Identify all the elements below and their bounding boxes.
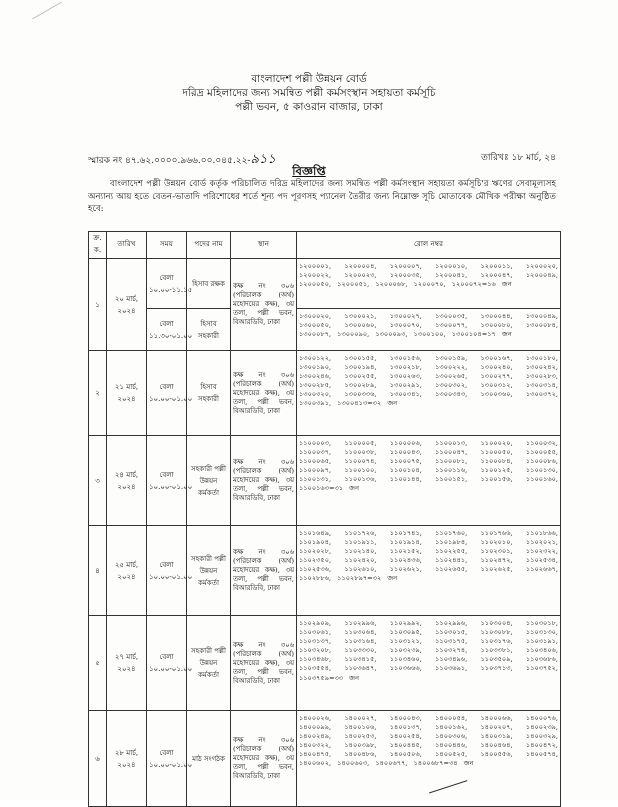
row-date: ২৪ মার্চ, ২০২৪ (107, 436, 147, 526)
row-place: কক্ষ নং ৩০৬ (পরিচালক (অর্থ) মহোদয়ের কক্ষ), ৩য় তলা, পল্লী ভবন, বিআরডিবি, ঢাকা (231, 259, 297, 351)
notice-title-text: বিজ্ঞপ্তি (292, 164, 326, 178)
row-post: হিসাব সহকারী (187, 351, 231, 436)
row-place: কক্ষ নং ৩০৬ (পরিচালক (অর্থ) মহোদয়ের কক্ষ), ৩য় তলা, পল্লী ভবন, বিআরডিবি, ঢাকা (231, 351, 297, 436)
row-sl: ১ (89, 259, 107, 351)
col-post: পদের নাম (187, 232, 231, 259)
row-date: ২৫ মার্চ, ২০২৪ (107, 526, 147, 616)
row-rolls: ১২০০০০১, ১২০০০০৪, ১২০০০০৭, ১২০০০১০, ১২০০০১১, ১২০০০২০, ১২০০০২২, ১২০০০২৩, ১২০০০৩৫, ১২০০০৪১, ১২০০০৪৭, ১২০০০৪৯, ১২০০০৫০, ১২০০০৫১, ১২০০০৬৮, ১২০০০৭০, ১২০০০৭২=১৬ জন (297, 259, 561, 309)
row-time: বেলা ১১.৩০-০১.০০ (147, 309, 187, 351)
table-row (89, 309, 561, 351)
row-date: ২১ মার্চ, ২০২৪ (107, 351, 147, 436)
row-time: বেলা ১০.০০-০১.০০ (147, 711, 187, 807)
row-time: বেলা ১০.০০-০১.০০ (147, 616, 187, 711)
row-rolls: ১১০০০০৩, ১১০০০০৫, ১১০০০০৬, ১১০০০১৩, ১১০০০২০, ১১০০০৩২, ১১০০০৩৭, ১১০০০৩৮, ১১০০০৪৩, ১১০০০৪৭, ১১০০০৫০, ১১০০০৫৫, ১১০০০৬৫, ১১০০০৭৪, ১১০০০৭৫, ১১০০০৮১, ১১০০০৮৪, ১১০০০৮৬, ১১০০০৯৭, ১১০০১০০, ১১০০১০৪, ১১০০১১৬, ১১০০১২৫, ১১০০১৩০, ১১০০১৩১, ১১০০১৩৬, ১১০০১৪৪, ১১০০১৫১, ১১০০১৫৬, ১১০০১৬০, ১১০০১৬৩=৩১ জন (297, 436, 561, 526)
table-row (89, 711, 561, 807)
row-sl: ৫ (89, 616, 107, 711)
row-post: হিসাব সহকারী (187, 309, 231, 351)
program-name: দরিদ্র মহিলাদের জন্য সমন্বিত পল্লী কর্মসংস্থান সহায়তা কর্মসূচি (182, 87, 436, 99)
org-address: পল্লী ভবন, ৫ কাওরান বাজার, ঢাকা (235, 101, 383, 113)
table-row (89, 526, 561, 616)
table-row (89, 259, 561, 309)
table-header-row (89, 232, 561, 259)
org-name: বাংলাদেশ পল্লী উন্নয়ন বোর্ড (251, 73, 367, 85)
row-place: কক্ষ নং ৩০৬ (পরিচালক (অর্থ) মহোদয়ের কক্ষ), ৩য় তলা, পল্লী ভবন, বিআরডিবি, ঢাকা (231, 436, 297, 526)
paper-crease (32, 2, 62, 20)
interview-schedule-table (88, 231, 561, 807)
row-date: ২০ মার্চ, ২০২৪ (107, 259, 147, 351)
memo-handwritten-number: ৯১১ (250, 152, 276, 167)
row-post: হিসাব রক্ষক (187, 259, 231, 309)
row-post: সহকারী পল্লী উন্নয়ন কর্মকর্তা (187, 616, 231, 711)
row-sl: ২ (89, 351, 107, 436)
row-time: বেলা ১০.০০-১১.১৫ (147, 259, 187, 309)
memo-date: তারিখঃ ১৮ মার্চ, ২৪ (481, 153, 556, 163)
table-row (89, 351, 561, 436)
memo-label: স্মারক নং ৪৭.৬২.০০০০.৯৬৬.০০.০৪৫.২২- (88, 156, 251, 166)
col-roll: রোল নম্বর (297, 232, 561, 259)
row-sl: ৬ (89, 711, 107, 807)
row-rolls: ১৩০০০২০, ১৩০০০২১, ১৩০০০২৭, ১৩০০০৩৫, ১৩০০০৪৪, ১৩০০০৪৯, ১৩০০০৫০, ১৩০০০৬০, ১৩০০০৭০, ১৩০০০৭৭, ১৩০০০৮০, ১৩০০০৮৪, ১৩০০০৮৭, ১৩০০০৯০, ১৩০০০৯৩, ১৩০০১০০, ১৩০০১০৪=১৭ জন (297, 309, 561, 351)
row-place: কক্ষ নং ৩০৬ (পরিচালক (অর্থ) মহোদয়ের কক্ষ), ৩য় তলা, পল্লী ভবন, বিআরডিবি, ঢাকা (231, 526, 297, 616)
row-post: মাঠ সংগঠক (187, 711, 231, 807)
row-sl: ৩ (89, 436, 107, 526)
row-date: ২৮ মার্চ, ২০২৪ (107, 711, 147, 807)
col-time: সময় (147, 232, 187, 259)
row-place: কক্ষ নং ৩০৬ (পরিচালক (অর্থ) মহোদয়ের কক্ষ), ৩য় তলা, পল্লী ভবন, বিআরডিবি, ঢাকা (231, 711, 297, 807)
row-rolls: ১৩০০১২২, ১৩০০১৫৫, ১৩০০১৫৬, ১৩০০১৫৯, ১৩০০১৬৭, ১৩০০১৮০, ১৩০০১৯০, ১৩০০১৯৪, ১৩০০২১৮, ১৩০০২২২, ১৩০০২৪০, ১৩০০২৪২, ১৩০০২৪৬, ১৩০০২৫৫, ১৩০০২৬৩, ১৩০০২৬৫, ১৩০০২৭৭, ১৩০০২৮৩, ১৩০০২৮৫, ১৩০০২৮৯, ১৩০০২৯১, ১৩০০৩০২, ১৩০০৩১২, ১৩০০৩১৪, ১৩০০৩২০, ১৩০০৩৩৬, ১৩০০৩৪১, ১৩০০৩৪৩, ১৩০০৩৬০, ১৩০০৩৭২, ১৩০০৩৯১, ১৩০০৪১৩=৩২ জন (297, 351, 561, 436)
row-time: বেলা ১০.০০-০১.০০ (147, 351, 187, 436)
row-rolls: ১৪০০০২৬, ১৪০০০২৭, ১৪০০০৪৩, ১৪০০০৫৪, ১৪০০০৬৬, ১৪০০০৭৬, ১৪০০০৯৯, ১৪০০১০৬, ১৪০০১৩৭, ১৪০০১৬২, ১৪০০২০৭, ১৪০০২৩৯, ১৪০০২৪৯, ১৪০০২৫৩, ১৪০০২৫৪, ১৪০০৩০৬, ১৪০০৩১৯, ১৪০০৩২৯, ১৪০০৩২২, ১৪০০৩৯৮, ১৪০০৪৪৫, ১৪০০৪৪৬, ১৪০০৪৬৪, ১৪০০৪৭২, ১৪০০৪৭৫, ১৪০০৪৮৬, ১৪০০৫০৬, ১৪০০৫২৫, ১৪০০৫৫৬, ১৪০০৫৭৪, ১৪০০৬০২, ১৪০০৬০৩, ১৪০০৬৭৭, ১৪০০৬৮৭=৩৪ জন (297, 711, 561, 807)
col-place: স্থান (231, 232, 297, 259)
row-time: বেলা ১০.০০-০১.০০ (147, 526, 187, 616)
row-rolls: ১১০২৯০৯, ১১০২৯৯৬, ১১০২৯৯২, ১১০২৯৯৬, ১১০৩০০৪, ১১০৩০১৮, ১১০৩০৬১, ১১০৩০৬৪, ১১০৩০৯৫, ১১০৩০১৫, ১১০৩০৮৮, ১১০৩১৩০, ১১০৩১৩৭, ১১০৩১৬৪, ১১০৩১২১, ১১০৩১৭৫, ১১০৩১৭৬, ১১০৩১৯১, ১১০৩২০৮, ১১০৩৩৩০, ১১০৩২৩৯, ১১০৩২৭৪, ১১০৩৩৮১, ১১০৩৪০৬, ১১০৩৪৬৮, ১১০৩৪১৫, ১১০৩৪৬০, ১১০৩৪৯৬, ১১০৩৫০৯, ১১০৩৬৮৬, ১১০৩৫৫৪, ১১০৩৬৪৭, ১১০৩৬৬৬, ১১০৩৬৯১, ১১০৩৭১৩, ১১০৩৭৫২, ১১০৩৭৫৯=৩৩ জন (297, 616, 561, 711)
table-row (89, 616, 561, 711)
row-place: কক্ষ নং ৩০৬ (পরিচালক (অর্থ) মহোদয়ের কক্ষ), ৩য় তলা, পল্লী ভবন, বিআরডিবি, ঢাকা (231, 616, 297, 711)
table-row (89, 436, 561, 526)
row-sl: ৪ (89, 526, 107, 616)
row-time: বেলা ১০.০০-০১.০০ (147, 436, 187, 526)
row-post: সহকারী পল্লী উন্নয়ন কর্মকর্তা (187, 526, 231, 616)
col-sl: ক্র. ক. (89, 232, 107, 259)
col-date: তারিখ (107, 232, 147, 259)
row-date: ২৭ মার্চ, ২০২৪ (107, 616, 147, 711)
row-rolls: ১১০১৬৪৯, ১১০১৭২৬, ১১০১৭৪১, ১১০১৭৬০, ১১০১৭৬৬, ১১০১৮৬৬, ১১০১৯০৪, ১১০১৯১১, ১১০১৯১৪, ১১০১৯৮৪, ১১০২০১০, ১১০২০২১, ১১০২০২৮, ১১০২১৪০, ১১০২১৫২, ১১০২২৫৫, ১১০২৩০১, ১১০২৩২২, ১১০২৩৫০, ১১০২৪২০, ১১০২৪৩৬, ১১০২৪৪১, ১১০২৪৭২, ১১০২৫৩৪, ১১০২৫৩৬, ১১০২৬১০, ১১০২৬২১, ১১০২৬৫৫, ১১০২৬২৫, ১১০২৬৬৭, ১১০২৮৮৬, ১১০২৮৯৭=৩২ জন (297, 526, 561, 616)
notice-body: বাংলাদেশ পল্লী উন্নয়ন বোর্ড কর্তৃক পরিচালিত দরিদ্র মহিলাদের জন্য সমন্বিত পল্লী কর্মসংস্থান সহায়তা কর্মসূচি'র ঋণের সেবামূল্যসহ অন্যান্য আয় হতে বেতন-ভাতাদি পরিশোধের শর্তে শূন্য পদ পূরণসহ প্যানেল তৈরীর জন্য নিম্নোক্ত সূচি মোতাবেক মৌখিক পরীক্ষা অনুষ্ঠিত হবে: (88, 179, 556, 214)
row-post: সহকারী পল্লী উন্নয়ন কর্মকর্তা (187, 436, 231, 526)
